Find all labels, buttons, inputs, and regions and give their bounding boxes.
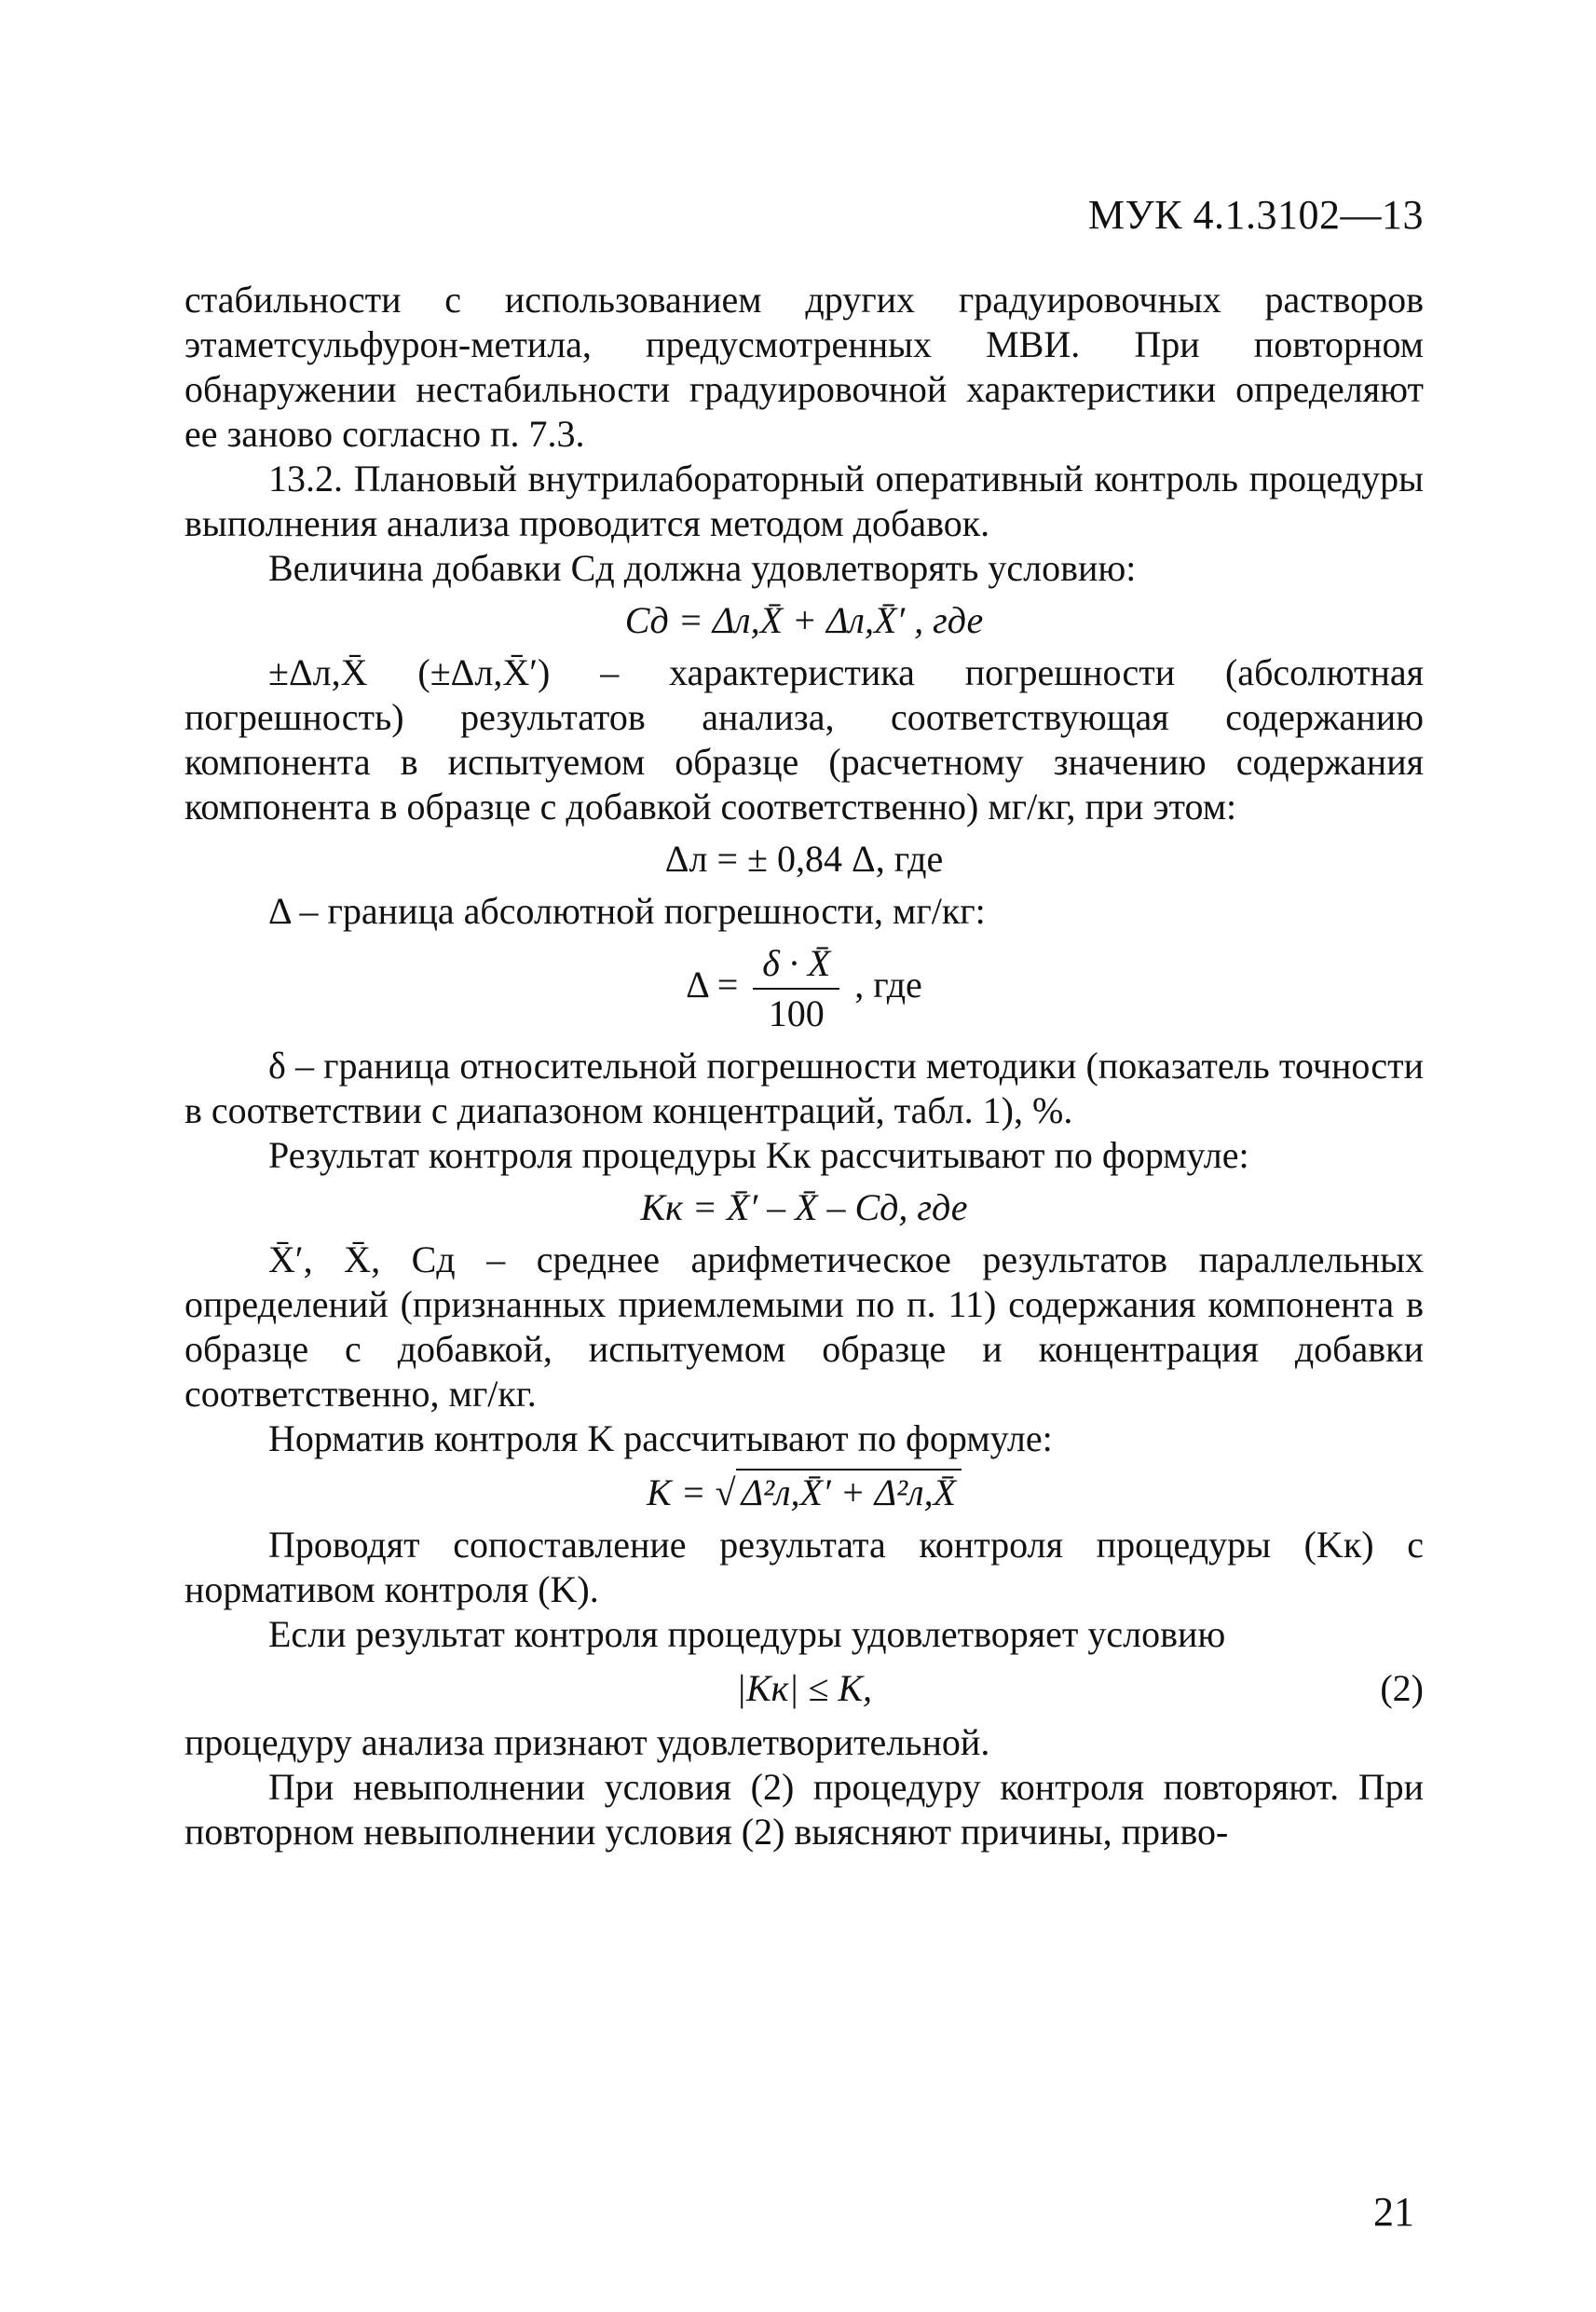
formula-condition-2 bbox=[184, 1666, 1424, 1711]
sqrt-radicand: Δ²л,X̄′ + Δ²л,X̄ bbox=[736, 1469, 962, 1515]
paragraph-mean-definition: X̄′, X̄, Cд – среднее арифметическое результатов параллельных определений (признанных приемлемыми по п. 11) содержания компонента в образце с добавкой, испытуемом образце и концентрация добавки соответственно, мг/кг. bbox=[184, 1238, 1424, 1415]
paragraph-section-13-2: 13.2. Плановый внутрилабораторный оперативный контроль процедуры выполнения анализа проводится методом добавок. bbox=[184, 458, 1424, 544]
paragraph-additive-value: Величина добавки Cд должна удовлетворять условию: bbox=[268, 547, 1137, 589]
paragraph-control-norm: Норматив контроля K рассчитывают по формуле: bbox=[268, 1417, 1053, 1459]
formula-delta-fraction bbox=[184, 941, 1424, 1036]
paragraph-stability: стабильности с использованием других градуировочных растворов этаметсульфурон-метила, предусмотренных МВИ. При повторном обнаружении нестабильности градуировочной характеристики определяют ее заново согласно п. 7.3. bbox=[184, 279, 1424, 455]
paragraph-repeat-control: При невыполнении условия (2) процедуру контроля повторяют. При повторном невыполнении условия (2) выясняют причины, приво- bbox=[184, 1766, 1424, 1853]
paragraph-delta-definition: Δ – граница абсолютной погрешности, мг/кг: bbox=[268, 890, 986, 932]
condition-formula: |Kк| ≤ K, bbox=[735, 1667, 872, 1709]
fraction bbox=[753, 941, 839, 1036]
paragraph-if-condition: Если результат контроля процедуры удовлетворяет условию bbox=[268, 1613, 1226, 1655]
document-code-header: МУК 4.1.3102—13 bbox=[1087, 192, 1424, 238]
paragraph-error-characteristic: ±Δл,X̄ (±Δл,X̄′) – характеристика погрешности (абсолютная погрешность) результатов анализа, соответствующая содержанию компонента в испытуемом образце (расчетному значению содержания компонента в образце с добавкой соответственно) мг/кг, при этом: bbox=[184, 651, 1424, 828]
fraction-denominator: 100 bbox=[768, 992, 825, 1034]
formula-delta-right: , где bbox=[854, 964, 922, 1006]
page-number: 21 bbox=[1373, 2189, 1414, 2235]
formula-delta-l: Δл = ± 0,84 Δ, где bbox=[664, 838, 944, 880]
paragraph-control-result: Результат контроля процедуры Kк рассчитывают по формуле: bbox=[268, 1134, 1249, 1176]
formula-additive: Cд = Δл,X̄ + Δл,X̄′ , где bbox=[624, 599, 984, 641]
paragraph-delta-relative: δ – граница относительной погрешности методики (показатель точности в соответствии с диапазоном концентраций, табл. 1), %. bbox=[184, 1045, 1424, 1131]
paragraph-satisfactory: процедуру анализа признают удовлетворительной. bbox=[184, 1721, 990, 1763]
formula-delta-left: Δ = bbox=[686, 964, 739, 1006]
sqrt-sign: √ bbox=[715, 1471, 736, 1513]
formula-control-result: Kк = X̄′ – X̄ – Cд, где bbox=[640, 1186, 968, 1228]
formula-norm-left: K = bbox=[646, 1471, 706, 1513]
paragraph-comparison: Проводят сопоставление результата контроля процедуры (Kк) с нормативом контроля (K). bbox=[184, 1524, 1424, 1610]
page-body bbox=[184, 278, 1424, 1854]
fraction-numerator: δ · X̄ bbox=[753, 941, 839, 990]
formula-control-norm bbox=[184, 1469, 1424, 1515]
equation-number: (2) bbox=[1380, 1667, 1424, 1709]
